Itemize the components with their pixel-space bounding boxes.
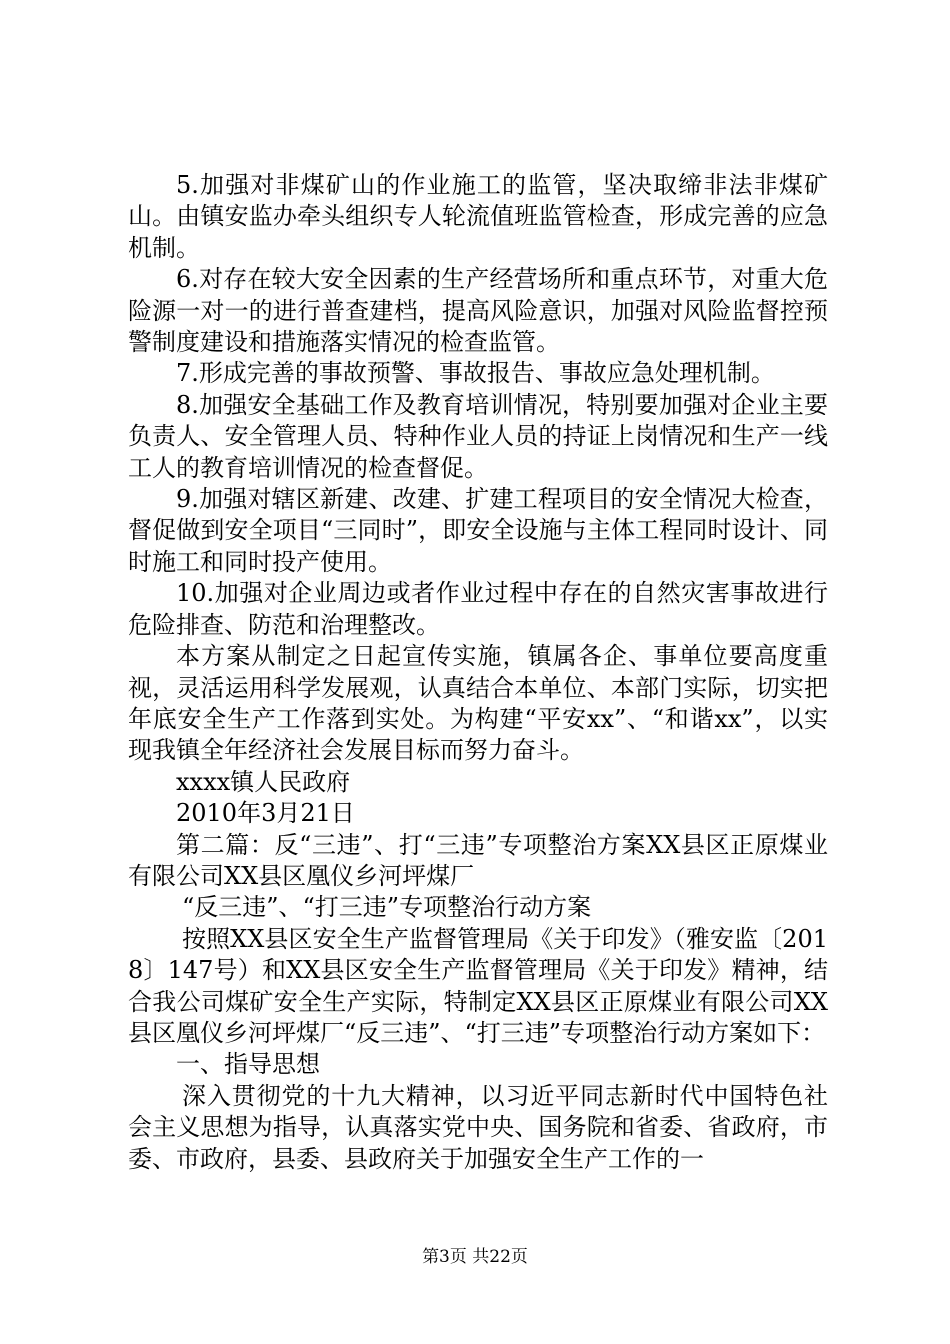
signature-date: 2010年3月21日 [176,799,355,828]
paragraph-conclusion: 本方案从制定之日起宣传实施，镇属各企、事单位要高度重视，灵活运用科学发展观，认真结合本单位、本部门实际，切实把年底安全生产工作落到实处。为构建“平安xx”、“和谐xx”，以实现我镇全年经济社会发展目标而努力奋斗。 [128,642,828,765]
paragraph-item-5: 5.加强对非煤矿山的作业施工的监管，坚决取缔非法非煤矿山。由镇安监办牵头组织专人轮流值班监管检查，形成完善的应急机制。 [128,171,828,262]
paragraph-guiding-ideology: 深入贯彻党的十九大精神，以习近平同志新时代中国特色社会主义思想为指导，认真落实党中央、国务院和省委、省政府，市委、市政府，县委、县政府关于加强安全生产工作的一 [128,1081,828,1173]
document-body [128,170,828,1175]
paragraph-item-9: 9.加强对辖区新建、改建、扩建工程项目的安全情况大检查，督促做到安全项目“三同时”，即安全设施与主体工程同时设计、同时施工和同时投产使用。 [128,485,828,576]
signature-organization: xxxx镇人民政府 [176,767,351,796]
paragraph-item-8: 8.加强安全基础工作及教育培训情况，特别要加强对企业主要负责人、安全管理人员、特种作业人员的持证上岗情况和生产一线工人的教育培训情况的检查督促。 [128,390,828,482]
paragraph-intro: 按照XX县区安全生产监督管理局《关于印发》（雅安监〔2018〕147号）和XX县区安全生产监督管理局《关于印发》精神，结合我公司煤矿安全生产实际，特制定XX县区正原煤业有限公司XX县区凰仪乡河坪煤厂“反三违”、“打三违”专项整治行动方案如下： [128,924,828,1047]
paragraph-item-7: 7.形成完善的事故预警、事故报告、事故应急处理机制。 [176,359,775,388]
plan-title: “反三违”、“打三违”专项整治行动方案 [182,893,592,922]
heading-guiding-ideology: 一、指导思想 [176,1050,320,1079]
paragraph-item-10: 10.加强对企业周边或者作业过程中存在的自然灾害事故进行危险排查、防范和治理整改。 [128,579,828,639]
paragraph-item-6: 6.对存在较大安全因素的生产经营场所和重点环节，对重大危险源一对一的进行普查建档，提高风险意识，加强对风险监督控预警制度建设和措施落实情况的检查监管。 [128,265,828,357]
page-number-footer: 第3页 共22页 [422,1247,528,1267]
section-heading-part-two: 第二篇：反“三违”、打“三违”专项整治方案XX县区正原煤业有限公司XX县区凰仪乡河坪煤厂 [128,830,828,890]
